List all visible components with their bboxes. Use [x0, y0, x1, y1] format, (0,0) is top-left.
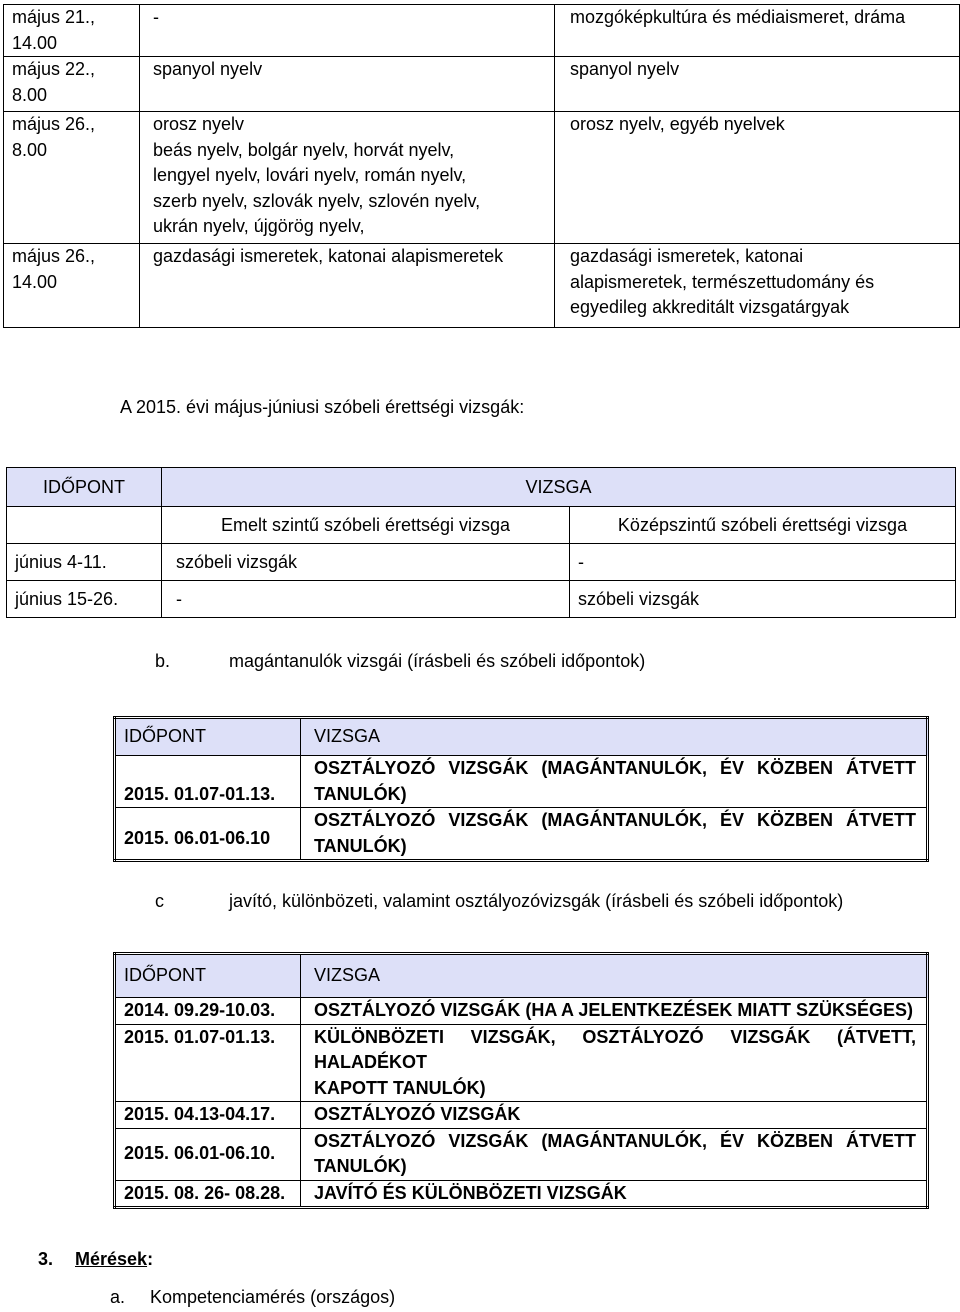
oral-exams-title: A 2015. évi május-júniusi szóbeli érettségi vizsgák: — [120, 397, 525, 417]
exam-cell: OSZTÁLYOZÓ VIZSGÁK (HA A JELENTKEZÉSEK MIATT SZÜKSÉGES) — [301, 998, 928, 1025]
intermediate-level-cell: mozgóképkultúra és médiaismeret, dráma — [555, 5, 960, 57]
advanced-level-cell: orosz nyelv beás nyelv, bolgár nyelv, horvát nyelv, lengyel nyelv, lovári nyelv, román nyelv, szerb nyelv, szlovák nyelv, szlovén nyelv, ukrán nyelv, újgörög nyelv, — [140, 112, 555, 244]
exam-line: OSZTÁLYOZÓ VIZSGÁK (MAGÁNTANULÓK, ÉV KÖZBEN ÁTVETT — [314, 758, 916, 778]
header-idopont: IDŐPONT — [115, 954, 301, 998]
intermediate-level-cell: orosz nyelv, egyéb nyelvek — [555, 112, 960, 244]
table-row — [115, 1128, 928, 1180]
intermediate-level-cell: gazdasági ismeretek, katonai alapismeretek, természettudomány és egyedileg akkreditált vizsgatárgyak — [555, 244, 960, 328]
date-cell: május 22., 8.00 — [4, 57, 140, 112]
exam-line: TANULÓK) — [314, 783, 407, 804]
date-cell: május 21., 14.00 — [4, 5, 140, 57]
date-cell: 2015. 06.01-06.10 — [115, 808, 301, 861]
header-vizsga: VIZSGA — [301, 954, 928, 998]
exam-cell — [301, 1024, 928, 1102]
section-3-title: Mérések — [75, 1249, 148, 1269]
section-3-heading — [75, 1249, 153, 1270]
exam-line: KÜLÖNBÖZETI VIZSGÁK, OSZTÁLYOZÓ VIZSGÁK (ÁTVETT, HALADÉKOT — [314, 1026, 916, 1072]
table-header-row — [7, 468, 956, 507]
exam-line: TANULÓK) — [314, 1156, 407, 1176]
table-row — [4, 244, 960, 328]
table-row — [115, 998, 928, 1025]
section-c-marker: c — [155, 891, 164, 911]
advanced-level-cell: - — [140, 5, 555, 57]
section-c-title: javító, különbözeti, valamint osztályozóvizsgák (írásbeli és szóbeli időpontok) — [229, 891, 844, 911]
table-header-row — [115, 954, 928, 998]
exam-line: TANULÓK) — [314, 835, 407, 856]
table-row — [115, 808, 928, 861]
table-header-row — [115, 718, 928, 756]
date-cell: május 26., 8.00 — [4, 112, 140, 244]
table-row — [4, 57, 960, 112]
exam-cell: JAVÍTÓ ÉS KÜLÖNBÖZETI VIZSGÁK — [301, 1180, 928, 1208]
exam-cell — [301, 808, 928, 861]
header-idopont: IDŐPONT — [115, 718, 301, 756]
date-cell: 2015. 01.07-01.13. — [115, 1024, 301, 1102]
exam-cell: OSZTÁLYOZÓ VIZSGÁK — [301, 1102, 928, 1129]
table-row — [7, 544, 956, 581]
subsection-a-marker: a. — [110, 1287, 126, 1307]
exam-cell — [301, 1128, 928, 1180]
subheader-advanced-level: Emelt szintű szóbeli érettségi vizsga — [162, 507, 570, 544]
exam-cell — [301, 756, 928, 808]
empty-cell — [7, 507, 162, 544]
date-cell: június 15-26. — [7, 581, 162, 618]
oral-exams-table — [6, 467, 956, 618]
date-cell: 2015. 01.07-01.13. — [115, 756, 301, 808]
header-vizsga: VIZSGA — [162, 468, 956, 507]
exam-line: OSZTÁLYOZÓ VIZSGÁK (MAGÁNTANULÓK, ÉV KÖZBEN ÁTVETT — [314, 810, 916, 830]
table-subheader-row — [7, 507, 956, 544]
section-3-number: 3. — [38, 1249, 54, 1269]
date-cell: 2015. 06.01-06.10. — [115, 1128, 301, 1180]
subheader-intermediate-level: Középszintű szóbeli érettségi vizsga — [570, 507, 956, 544]
intermediate-level-cell: - — [570, 544, 956, 581]
exam-line: KAPOTT TANULÓK) — [314, 1077, 486, 1098]
advanced-level-cell: szóbeli vizsgák — [162, 544, 570, 581]
section-b-title: magántanulók vizsgái (írásbeli és szóbeli időpontok) — [229, 651, 646, 671]
table-row — [7, 581, 956, 618]
header-vizsga: VIZSGA — [301, 718, 928, 756]
intermediate-level-cell: spanyol nyelv — [555, 57, 960, 112]
written-exam-schedule-table — [3, 4, 960, 328]
table-row — [115, 1180, 928, 1208]
table-row — [115, 756, 928, 808]
date-cell: 2015. 08. 26- 08.28. — [115, 1180, 301, 1208]
exam-line: OSZTÁLYOZÓ VIZSGÁK (MAGÁNTANULÓK, ÉV KÖZBEN ÁTVETT — [314, 1130, 916, 1151]
section-b-marker: b. — [155, 651, 171, 671]
header-idopont: IDŐPONT — [7, 468, 162, 507]
date-cell: május 26., 14.00 — [4, 244, 140, 328]
table-row — [4, 5, 960, 57]
table-row — [115, 1024, 928, 1102]
table-row — [4, 112, 960, 244]
date-cell: 2015. 04.13-04.17. — [115, 1102, 301, 1129]
advanced-level-cell: gazdasági ismeretek, katonai alapismeretek — [140, 244, 555, 328]
private-students-table — [113, 716, 929, 862]
intermediate-level-cell: szóbeli vizsgák — [570, 581, 956, 618]
advanced-level-cell: - — [162, 581, 570, 618]
subsection-a-text: Kompetenciamérés (országos) — [150, 1287, 396, 1307]
date-cell: 2014. 09.29-10.03. — [115, 998, 301, 1025]
section-3-colon: : — [147, 1249, 154, 1269]
advanced-level-cell: spanyol nyelv — [140, 57, 555, 112]
remedial-exams-table — [113, 952, 929, 1209]
table-row — [115, 1102, 928, 1129]
date-cell: június 4-11. — [7, 544, 162, 581]
